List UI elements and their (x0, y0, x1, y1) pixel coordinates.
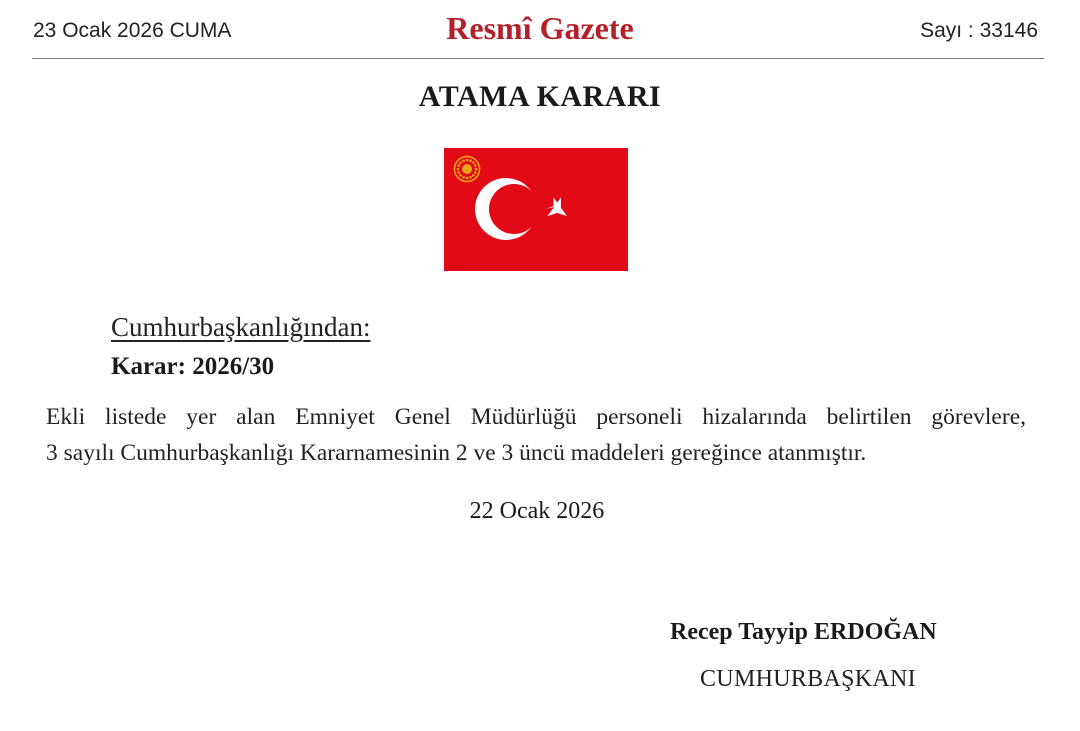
decision-text-line: 3 sayılı Cumhurbaşkanlığı Kararnamesinin 2 ve 3 üncü maddeleri gereğince atanmıştır. (46, 440, 867, 466)
decision-date: 22 Ocak 2026 (469, 498, 605, 524)
turkish-flag-icon (444, 148, 628, 271)
signatory-title: CUMHURBAŞKANI (700, 666, 916, 692)
gazette-date: 23 Ocak 2026 CUMA (33, 19, 232, 42)
decision-text-line: Ekli listede yer alan Emniyet Genel Müdürlüğü personeli hizalarında belirtilen görevlere, (46, 404, 1026, 430)
signatory-name: Recep Tayyip ERDOĞAN (670, 619, 937, 645)
presidential-seal-icon (455, 157, 480, 182)
decision-number: Karar: 2026/30 (111, 353, 275, 380)
header-divider (32, 58, 1044, 59)
gazette-title: Resmî Gazete (446, 10, 634, 46)
issuing-authority: Cumhurbaşkanlığından: (111, 312, 371, 342)
document-title: ATAMA KARARI (418, 80, 662, 113)
gazette-issue-number: Sayı : 33146 (920, 19, 1038, 42)
